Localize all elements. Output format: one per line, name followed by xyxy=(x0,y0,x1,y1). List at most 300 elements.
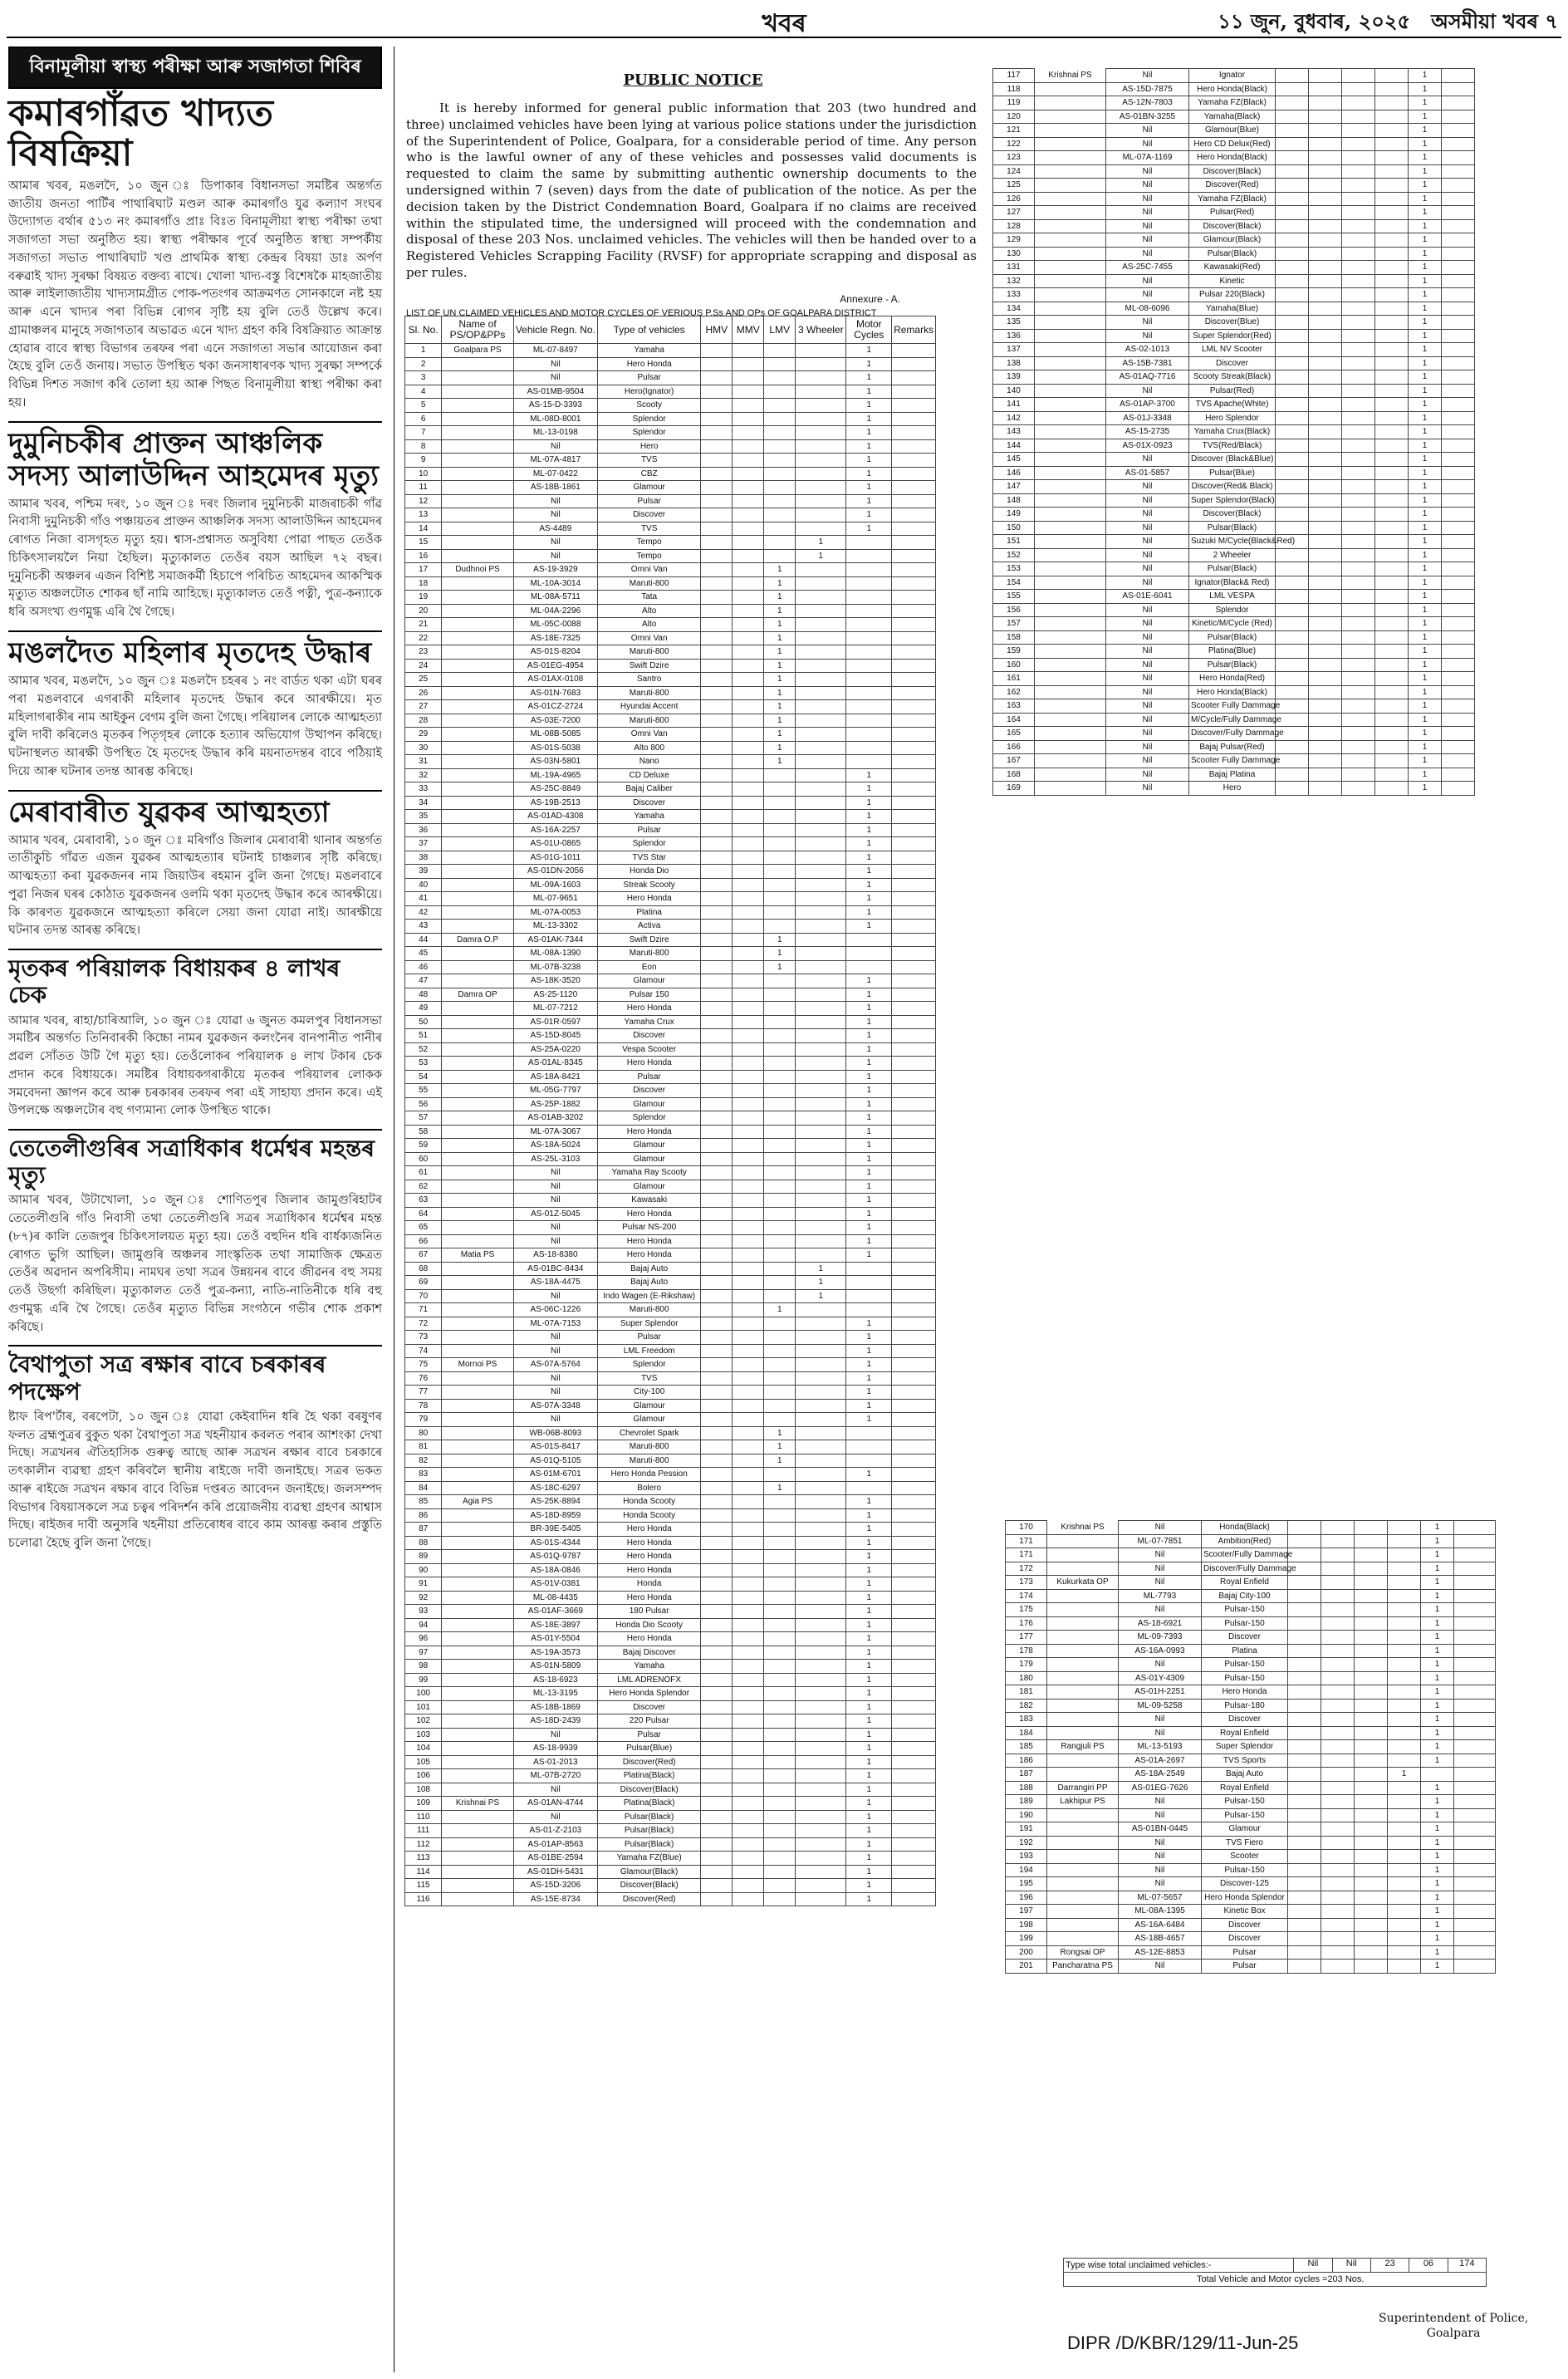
table-cell: Krishnai PS xyxy=(1035,69,1106,83)
table-cell: 79 xyxy=(405,1413,442,1427)
table-cell xyxy=(1035,699,1106,714)
table-cell xyxy=(1375,356,1409,370)
table-cell xyxy=(1276,82,1309,96)
table-cell xyxy=(796,1248,846,1263)
table-cell: Hero Honda(Black) xyxy=(1189,151,1276,165)
table-cell xyxy=(796,1454,846,1468)
table-cell xyxy=(796,631,846,645)
table-cell: 191 xyxy=(1006,1822,1047,1837)
table-cell xyxy=(892,810,936,824)
table-cell xyxy=(846,576,892,591)
table-cell: Agia PS xyxy=(442,1495,513,1509)
table-row xyxy=(405,399,936,413)
table-cell: LML VESPA xyxy=(1189,590,1276,604)
table-cell: 19 xyxy=(405,591,442,605)
table-cell: Pulsar xyxy=(597,823,700,837)
table-cell xyxy=(701,1892,733,1906)
table-cell xyxy=(701,1495,733,1509)
table-cell xyxy=(701,1152,733,1166)
table-cell xyxy=(1342,535,1375,549)
table-cell xyxy=(1276,617,1309,631)
table-cell xyxy=(892,974,936,988)
table-cell xyxy=(764,536,796,550)
table-cell xyxy=(1288,1754,1321,1768)
table-row xyxy=(405,1508,936,1523)
table-cell xyxy=(1276,69,1309,83)
table-cell xyxy=(1047,1863,1119,1877)
table-row xyxy=(405,1029,936,1043)
table-cell: AS-25C-8849 xyxy=(513,782,597,797)
table-cell xyxy=(796,1508,846,1523)
table-cell xyxy=(733,1180,764,1194)
table-cell xyxy=(764,1262,796,1276)
table-cell: Alto 800 xyxy=(597,741,700,755)
article-body: আমাৰ খবৰ, মেৰাবাৰী, ১০ জুন ঃ মৰিগাঁও জিলাৰ মেৰাবাৰী থানাৰ অন্তৰ্গত তাতীকুচি গাঁৱত এজন যুৱকৰ আত্মহত্যাৰ ঘটনাই চাঞ্চল্যৰ সৃষ্টি কৰিছে। আত্মহত্যা কৰা যুৱকজনৰ নাম জিয়াউৰ ৰহমান বুলি জনা গৈছে। মঙলবাৰে পুৱা নিজৰ ঘৰৰ কোঠাত যুৱকজনৰ ওলমি থকা মৃতদেহ উদ্ধাৰ কৰে আৰক্ষীয়ে। কি কাৰণত যুৱকজনে আত্মহত্যা কৰিলে সেয়া জনা যোৱা নাই। আৰক্ষীয়ে ঘটনাৰ তদন্ত আৰম্ভ কৰিছে। xyxy=(8,833,382,938)
table-row xyxy=(993,672,1475,686)
table-cell xyxy=(1342,740,1375,754)
table-cell: Discover xyxy=(597,1084,700,1098)
table-cell xyxy=(1388,1877,1421,1891)
table-cell: 1 xyxy=(1409,603,1442,617)
table-cell xyxy=(733,399,764,413)
table-cell xyxy=(1309,480,1342,494)
table-cell: 17 xyxy=(405,563,442,577)
table-cell xyxy=(764,1523,796,1537)
table-cell xyxy=(1309,521,1342,535)
table-cell xyxy=(1321,1562,1355,1576)
table-cell: Nil xyxy=(1106,247,1189,261)
table-cell xyxy=(1442,535,1475,549)
table-cell xyxy=(733,851,764,865)
table-cell: Alto xyxy=(597,604,700,618)
table-cell: 1 xyxy=(1409,302,1442,316)
table-cell xyxy=(701,1618,733,1632)
headline: বৈথাপুতা সত্ৰ ৰক্ষাৰ বাবে চৰকাৰৰ পদক্ষেপ xyxy=(8,1345,382,1405)
table-cell: Maruti-800 xyxy=(597,576,700,591)
table-cell: AS-01AL-8345 xyxy=(513,1057,597,1071)
table-row xyxy=(993,288,1475,302)
table-row xyxy=(405,837,936,851)
table-cell: 1 xyxy=(846,371,892,385)
table-cell: Kukurkata OP xyxy=(1047,1576,1119,1590)
table-cell xyxy=(796,1139,846,1153)
table-cell xyxy=(1442,453,1475,467)
table-cell xyxy=(1442,370,1475,385)
table-cell xyxy=(764,522,796,536)
table-cell xyxy=(764,1508,796,1523)
table-cell xyxy=(442,1591,513,1605)
table-cell xyxy=(1288,1932,1321,1946)
table-cell xyxy=(442,371,513,385)
table-cell xyxy=(846,1303,892,1317)
table-cell xyxy=(701,454,733,468)
table-cell: TVS Apache(White) xyxy=(1189,398,1276,412)
table-cell xyxy=(1035,110,1106,124)
table-cell: 78 xyxy=(405,1399,442,1413)
table-row xyxy=(993,206,1475,220)
table-cell: Nil xyxy=(513,1289,597,1303)
table-cell: AS-03E-7200 xyxy=(513,714,597,728)
table-cell xyxy=(1047,1726,1119,1740)
table-cell: Nil xyxy=(1106,576,1189,590)
table-cell xyxy=(733,960,764,974)
table-row xyxy=(405,508,936,522)
table-cell xyxy=(1388,1754,1421,1768)
table-cell xyxy=(796,604,846,618)
table-cell xyxy=(1342,480,1375,494)
table-cell: 1 xyxy=(1409,288,1442,302)
table-cell xyxy=(764,1769,796,1783)
table-cell xyxy=(796,1646,846,1660)
table-cell: AS-16A-2257 xyxy=(513,823,597,837)
table-cell: 31 xyxy=(405,755,442,769)
table-row xyxy=(993,411,1475,425)
table-cell xyxy=(733,1070,764,1084)
table-cell xyxy=(442,1084,513,1098)
table-cell: 117 xyxy=(993,69,1035,83)
table-cell xyxy=(442,728,513,742)
table-cell xyxy=(796,686,846,700)
table-cell xyxy=(892,1495,936,1509)
table-row xyxy=(1006,1781,1496,1795)
table-row xyxy=(993,493,1475,508)
table-cell xyxy=(764,1687,796,1701)
table-row xyxy=(993,740,1475,754)
table-cell xyxy=(442,837,513,851)
table-cell xyxy=(764,481,796,495)
table-cell xyxy=(442,1563,513,1577)
table-cell xyxy=(892,467,936,481)
table-cell xyxy=(733,1523,764,1537)
table-cell xyxy=(1375,179,1409,193)
table-cell xyxy=(701,1700,733,1714)
table-cell xyxy=(1309,384,1342,398)
table-cell xyxy=(846,1426,892,1440)
table-cell xyxy=(1375,672,1409,686)
table-cell xyxy=(1321,1932,1355,1946)
table-cell: 84 xyxy=(405,1481,442,1495)
table-cell xyxy=(796,1426,846,1440)
table-row xyxy=(405,1892,936,1906)
table-cell xyxy=(1035,562,1106,576)
table-cell xyxy=(796,988,846,1002)
table-cell xyxy=(892,741,936,755)
table-cell: 13 xyxy=(405,508,442,522)
table-cell xyxy=(796,576,846,591)
table-row xyxy=(1006,1877,1496,1891)
table-cell xyxy=(1276,384,1309,398)
table-cell: 38 xyxy=(405,851,442,865)
table-cell: Yamaha xyxy=(597,344,700,358)
table-cell: 1 xyxy=(764,686,796,700)
table-cell xyxy=(796,1618,846,1632)
table-cell xyxy=(1309,192,1342,206)
table-cell xyxy=(701,522,733,536)
table-cell xyxy=(846,673,892,687)
table-cell xyxy=(1035,137,1106,151)
table-cell xyxy=(796,439,846,454)
table-cell xyxy=(796,1824,846,1838)
table-cell: 49 xyxy=(405,1002,442,1016)
table-cell xyxy=(1442,219,1475,233)
table-cell: 1 xyxy=(1421,1713,1454,1727)
table-cell xyxy=(1309,466,1342,480)
table-cell: 139 xyxy=(993,370,1035,385)
table-cell xyxy=(1355,1658,1388,1672)
table-cell xyxy=(796,1221,846,1235)
table-row xyxy=(405,439,936,454)
table-cell xyxy=(764,1276,796,1290)
table-cell xyxy=(892,576,936,591)
table-cell xyxy=(733,1002,764,1016)
table-row xyxy=(405,1550,936,1564)
table-cell: Hero Splendor xyxy=(1189,411,1276,425)
table-cell: 91 xyxy=(405,1577,442,1592)
table-cell: Hero Honda xyxy=(597,1591,700,1605)
table-cell: AS-01-5857 xyxy=(1106,466,1189,480)
table-cell xyxy=(796,1742,846,1756)
table-row xyxy=(993,261,1475,275)
table-cell xyxy=(892,549,936,563)
table-cell xyxy=(1288,1548,1321,1562)
table-cell xyxy=(1321,1960,1355,1974)
table-cell xyxy=(892,1728,936,1742)
table-cell xyxy=(1035,179,1106,193)
table-cell xyxy=(892,631,936,645)
table-cell: ML-08B-5085 xyxy=(513,728,597,742)
table-cell xyxy=(892,1248,936,1263)
table-cell: 1 xyxy=(1409,219,1442,233)
table-cell xyxy=(1342,727,1375,741)
table-row xyxy=(405,1810,936,1824)
table-cell: Glamour(Blue) xyxy=(1189,124,1276,138)
table-row xyxy=(405,1097,936,1111)
table-cell xyxy=(1388,1713,1421,1727)
table-cell xyxy=(1375,151,1409,165)
table-row xyxy=(993,82,1475,96)
table-cell xyxy=(764,1591,796,1605)
table-cell xyxy=(1288,1808,1321,1822)
table-cell: 1 xyxy=(405,344,442,358)
table-cell xyxy=(892,823,936,837)
table-cell: 114 xyxy=(405,1865,442,1879)
table-cell xyxy=(701,1837,733,1852)
table-cell: 172 xyxy=(1006,1562,1047,1576)
table-cell: 1 xyxy=(1409,206,1442,220)
table-cell xyxy=(701,399,733,413)
table-cell: AS-01U-0865 xyxy=(513,837,597,851)
table-cell: Kawasaki xyxy=(597,1194,700,1208)
table-cell: Nil xyxy=(1106,137,1189,151)
table-row xyxy=(405,344,936,358)
table-cell: 1 xyxy=(1409,740,1442,754)
table-cell: 1 xyxy=(846,823,892,837)
table-cell xyxy=(796,1837,846,1852)
table-cell xyxy=(701,1303,733,1317)
table-cell xyxy=(892,1837,936,1852)
table-cell xyxy=(1309,713,1342,727)
table-cell xyxy=(442,1550,513,1564)
table-cell xyxy=(1355,1850,1388,1864)
table-cell: 45 xyxy=(405,947,442,961)
table-row xyxy=(1006,1576,1496,1590)
table-cell xyxy=(1454,1521,1496,1535)
table-cell xyxy=(1276,603,1309,617)
table-cell xyxy=(1342,398,1375,412)
table-row xyxy=(1006,1548,1496,1562)
table-cell xyxy=(764,1824,796,1838)
table-cell xyxy=(1342,411,1375,425)
table-cell: 1 xyxy=(846,1673,892,1687)
table-cell xyxy=(442,1852,513,1866)
table-cell xyxy=(701,1057,733,1071)
table-cell xyxy=(796,920,846,934)
table-cell xyxy=(1321,1836,1355,1850)
table-cell xyxy=(1276,398,1309,412)
table-cell xyxy=(796,1577,846,1592)
table-row xyxy=(405,1879,936,1893)
table-cell: 103 xyxy=(405,1728,442,1742)
table-cell xyxy=(442,1728,513,1742)
table-cell xyxy=(1342,110,1375,124)
table-cell xyxy=(1309,96,1342,110)
table-cell: Hero Honda xyxy=(597,1632,700,1646)
table-cell xyxy=(764,837,796,851)
table-cell xyxy=(764,508,796,522)
table-cell: AS-03N-5801 xyxy=(513,755,597,769)
table-cell xyxy=(1342,439,1375,453)
table-cell xyxy=(892,1810,936,1824)
table-cell: AS-15D-7875 xyxy=(1106,82,1189,96)
table-cell xyxy=(733,344,764,358)
table-cell xyxy=(892,673,936,687)
table-cell: 124 xyxy=(993,164,1035,179)
table-cell: 133 xyxy=(993,288,1035,302)
table-cell: 100 xyxy=(405,1687,442,1701)
table-cell xyxy=(442,823,513,837)
table-cell xyxy=(733,1084,764,1098)
table-cell: Yamaha FZ(Black) xyxy=(1189,192,1276,206)
table-cell xyxy=(701,1180,733,1194)
table-row xyxy=(1006,1726,1496,1740)
table-cell xyxy=(892,1139,936,1153)
table-cell xyxy=(442,782,513,797)
table-cell xyxy=(1342,233,1375,248)
table-cell: 1 xyxy=(846,1057,892,1071)
table-cell: Platina xyxy=(597,905,700,920)
table-cell xyxy=(701,1810,733,1824)
table-row xyxy=(993,521,1475,535)
table-cell xyxy=(701,371,733,385)
table-cell xyxy=(1355,1576,1388,1590)
table-row xyxy=(405,1495,936,1509)
table-cell xyxy=(733,810,764,824)
table-cell: Bajaj Platina xyxy=(1189,768,1276,782)
table-cell xyxy=(892,1536,936,1550)
table-cell xyxy=(892,1714,936,1729)
table-cell xyxy=(892,1577,936,1592)
table-cell: 169 xyxy=(993,782,1035,796)
table-cell xyxy=(1375,192,1409,206)
table-cell xyxy=(1355,1960,1388,1974)
table-row xyxy=(993,329,1475,343)
table-cell xyxy=(1375,740,1409,754)
table-cell: Nano xyxy=(597,755,700,769)
table-cell xyxy=(796,1563,846,1577)
table-cell xyxy=(1047,1671,1119,1685)
table-cell: Indo Wagen (E-Rikshaw) xyxy=(597,1289,700,1303)
table-cell: 1 xyxy=(1388,1768,1421,1782)
table-cell: AS-18-9939 xyxy=(513,1742,597,1756)
table-cell: 1 xyxy=(846,1797,892,1811)
table-cell xyxy=(1442,493,1475,508)
table-row xyxy=(1006,1795,1496,1809)
table-cell xyxy=(701,673,733,687)
table-cell xyxy=(892,1289,936,1303)
table-cell xyxy=(1309,603,1342,617)
table-cell xyxy=(701,576,733,591)
table-cell: 179 xyxy=(1006,1658,1047,1672)
table-cell xyxy=(892,1207,936,1221)
table-cell xyxy=(1288,1631,1321,1645)
table-cell xyxy=(1388,1781,1421,1795)
table-cell xyxy=(1442,630,1475,645)
table-cell xyxy=(1388,1699,1421,1713)
table-cell: Kawasaki(Red) xyxy=(1189,261,1276,275)
table-cell: AS-01AX-0108 xyxy=(513,673,597,687)
table-row xyxy=(405,576,936,591)
table-cell xyxy=(1288,1877,1321,1891)
table-cell xyxy=(1309,329,1342,343)
table-cell xyxy=(733,1892,764,1906)
table-cell xyxy=(764,1029,796,1043)
article-body: আমাৰ খবৰ, মঙলদৈ, ১০ জুন ঃ ডিপাকাৰ বিধানসভা সমষ্টিৰ অন্তৰ্গত জাতীয় জনতা পাৰ্টিৰ পাথাৰিঘাট মণ্ডল আৰু কমাৰগাঁও যুৱ কল্যাণ সংঘৰ উদ্যোগত বৰ্থাৰ ৫১৩ নং কমাৰগাঁও প্ৰাঃ বিঃত বিনামূলীয়া স্বাস্থ্য পৰীক্ষা তথা সজাগতা সভা অনুষ্ঠিত হয়। স্বাস্থ্য পৰীক্ষাৰ পূৰ্বে অনুষ্ঠিত স্বাস্থ্য সম্পৰ্কীয় সজাগতা সভাত পাথাৰিঘাট খণ্ড প্ৰাথমিক স্বাস্থ্য কেন্দ্ৰৰ বিষয়া ডাঃ অৰ্পণ বৰুৱাই খাদ্য সুৰক্ষা বিষয়ত বক্তব্য ৰাখে। খোলা খাদ্য-বস্তু বিশেষকৈ মাহজাতীয় আৰু লাইলাজাতীয় খাদ্যসামগ্ৰীত পোক-পতংগৰ আক্ৰমণত সোনকালে নষ্ট হয় আৰু এনে খাদ্যৰ পৰা বিভিন্ন ৰোগৰ সৃষ্টি হয় বুলি তেওঁ উল্লেখ কৰে। গ্ৰামাঞ্চলৰ মানুহে সজাগতাৰ অভাৱত এনে খাদ্য গ্ৰহণ কৰি বিষক্ৰিয়াত আক্ৰান্ত হোৱাৰ বাবে স্বাস্থ্য বিভাগৰ তৰফৰ পৰা এনে সজাগতা সভাৰ আয়োজন কৰা হৈছে বুলি তেওঁ জনায়। সভাত উপস্থিত থকা জনসাধাৰণক খাদ্য সুৰক্ষা সম্পৰ্কে বিভিন্ন দিশত সজাগ কৰি তোলা হয় আৰু পিছত বিনামূলীয়া স্বাস্থ্য পৰীক্ষা কৰা হয়। xyxy=(8,179,382,410)
table-cell xyxy=(1321,1768,1355,1782)
table-cell: Nil xyxy=(1106,164,1189,179)
table-cell: Honda Dio xyxy=(597,865,700,879)
table-row xyxy=(405,1591,936,1605)
table-cell: AS-18A-4475 xyxy=(513,1276,597,1290)
table-cell xyxy=(796,878,846,892)
table-cell xyxy=(1442,466,1475,480)
table-cell: AS-18C-6297 xyxy=(513,1481,597,1495)
table-row xyxy=(405,1289,936,1303)
table-cell: 125 xyxy=(993,179,1035,193)
table-cell xyxy=(1047,1713,1119,1727)
table-cell xyxy=(1342,576,1375,590)
table-cell xyxy=(846,645,892,660)
table-row xyxy=(993,508,1475,522)
column-header: Remarks xyxy=(892,316,936,344)
table-cell: Nil xyxy=(1119,1548,1202,1562)
table-row xyxy=(993,590,1475,604)
table-cell xyxy=(701,1755,733,1769)
table-cell xyxy=(442,1289,513,1303)
table-cell xyxy=(1035,206,1106,220)
table-cell xyxy=(892,1618,936,1632)
table-cell xyxy=(1047,1932,1119,1946)
table-cell xyxy=(1276,261,1309,275)
table-cell xyxy=(1388,1644,1421,1658)
table-cell: 1 xyxy=(1421,1932,1454,1946)
table-cell: 1 xyxy=(846,1742,892,1756)
table-cell xyxy=(764,1660,796,1674)
table-cell xyxy=(1342,453,1375,467)
table-cell: 1 xyxy=(846,522,892,536)
table-cell xyxy=(764,974,796,988)
table-cell xyxy=(1442,727,1475,741)
table-cell: 130 xyxy=(993,247,1035,261)
